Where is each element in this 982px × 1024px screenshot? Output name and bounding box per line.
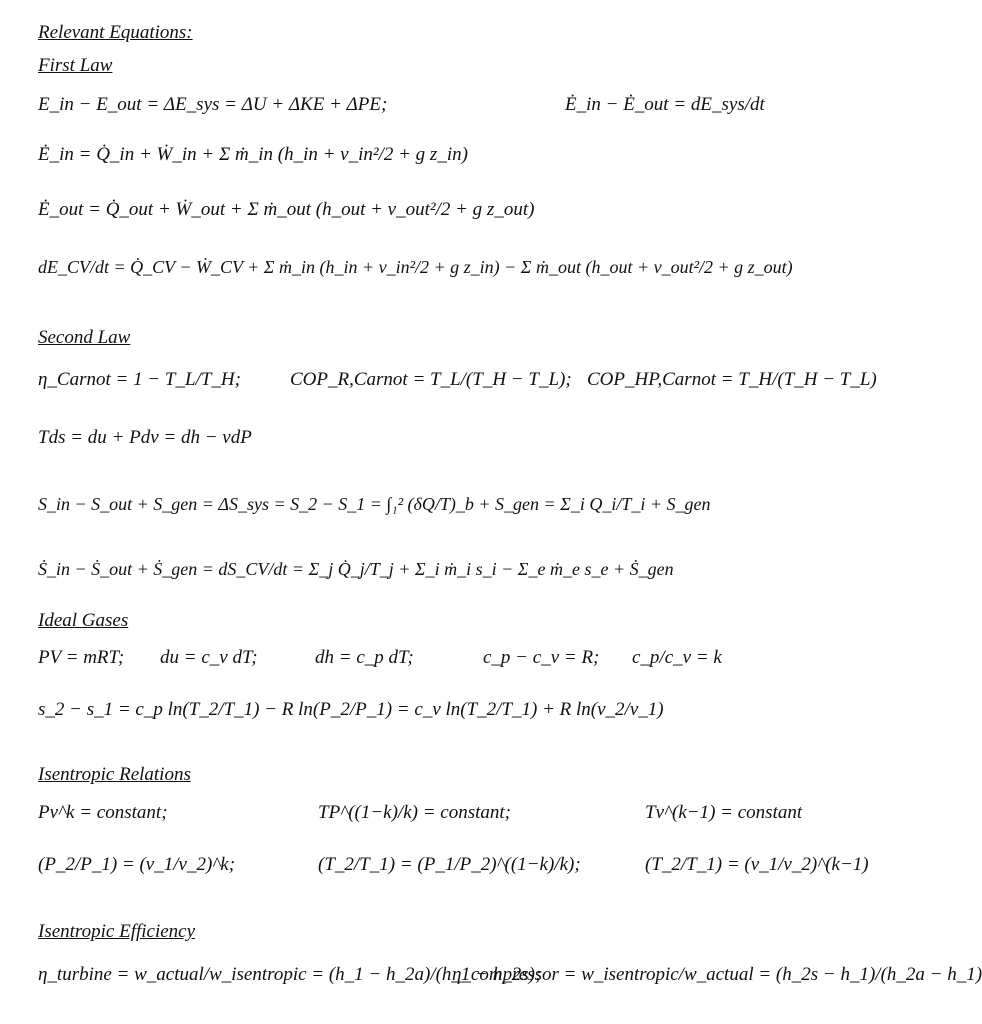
equation-carnot-efficiency: η_Carnot = 1 − T_L/T_H;: [38, 369, 241, 390]
equation-entropy-rate: Ṡ_in − Ṡ_out + Ṡ_gen = dS_CV/dt = Σ_j Q̇_j/T_j + Σ_i ṁ_i s_i − Σ_e ṁ_e s_e + Ṡ_gen: [38, 559, 674, 579]
equation-pv-k: Pv^k = constant;: [38, 802, 168, 823]
equation-entropy-change: s_2 − s_1 = c_p ln(T_2/T_1) − R ln(P_2/P_1) = c_v ln(T_2/T_1) + R ln(v_2/v_1): [38, 699, 664, 720]
heading-isentropic-efficiency: Isentropic Efficiency: [38, 921, 196, 942]
equation-cp-minus-cv: c_p − c_v = R;: [483, 647, 600, 668]
heading-second-law: Second Law: [38, 327, 131, 348]
equation-du: du = c_v dT;: [160, 647, 258, 668]
equation-dh: dh = c_p dT;: [315, 647, 414, 668]
equation-cop-refrigerator: COP_R,Carnot = T_L/(T_H − T_L);: [290, 369, 572, 390]
equation-specific-heat-ratio: c_p/c_v = k: [632, 647, 722, 668]
equation-compressor-efficiency: η_compressor = w_isentropic/w_actual = (h_2s − h_1)/(h_2a − h_1): [452, 964, 982, 985]
equation-tv: Tv^(k−1) = constant: [645, 802, 803, 823]
equation-rate-balance: Ė_in − Ė_out = dE_sys/dt: [565, 94, 765, 115]
heading-relevant-equations: Relevant Equations:: [38, 22, 193, 43]
equation-temperature-pressure-ratio: (T_2/T_1) = (P_1/P_2)^((1−k)/k);: [318, 854, 581, 875]
equation-tds: Tds = du + Pdv = dh − vdP: [38, 427, 252, 448]
heading-first-law: First Law: [38, 55, 113, 76]
heading-ideal-gases: Ideal Gases: [38, 610, 129, 631]
equation-temperature-volume-ratio: (T_2/T_1) = (v_1/v_2)^(k−1): [645, 854, 869, 875]
equation-energy-out-rate: Ė_out = Q̇_out + Ẇ_out + Σ ṁ_out (h_out + v_out²/2 + g z_out): [38, 199, 535, 220]
equation-turbine-efficiency: η_turbine = w_actual/w_isentropic = (h_1 − h_2a)/(h_1 − h_2s);: [38, 964, 542, 985]
equation-cop-heat-pump: COP_HP,Carnot = T_H/(T_H − T_L): [587, 369, 877, 390]
equation-energy-in-rate: Ė_in = Q̇_in + Ẇ_in + Σ ṁ_in (h_in + v_in²/2 + g z_in): [38, 144, 468, 165]
equation-energy-balance: E_in − E_out = ΔE_sys = ΔU + ΔKE + ΔPE;: [38, 94, 388, 115]
equation-tp: TP^((1−k)/k) = constant;: [318, 802, 511, 823]
equation-pressure-ratio: (P_2/P_1) = (v_1/v_2)^k;: [38, 854, 236, 875]
heading-isentropic-relations: Isentropic Relations: [38, 764, 191, 785]
equation-ideal-gas-law: PV = mRT;: [38, 647, 125, 668]
equation-entropy-balance: S_in − S_out + S_gen = ΔS_sys = S_2 − S_1 = ∫₁² (δQ/T)_b + S_gen = Σ_i Q_i/T_i + S_gen: [38, 494, 711, 514]
equation-control-volume: dE_CV/dt = Q̇_CV − Ẇ_CV + Σ ṁ_in (h_in + v_in²/2 + g z_in) − Σ ṁ_out (h_out + v_out²/2 + g z_out): [38, 257, 793, 277]
